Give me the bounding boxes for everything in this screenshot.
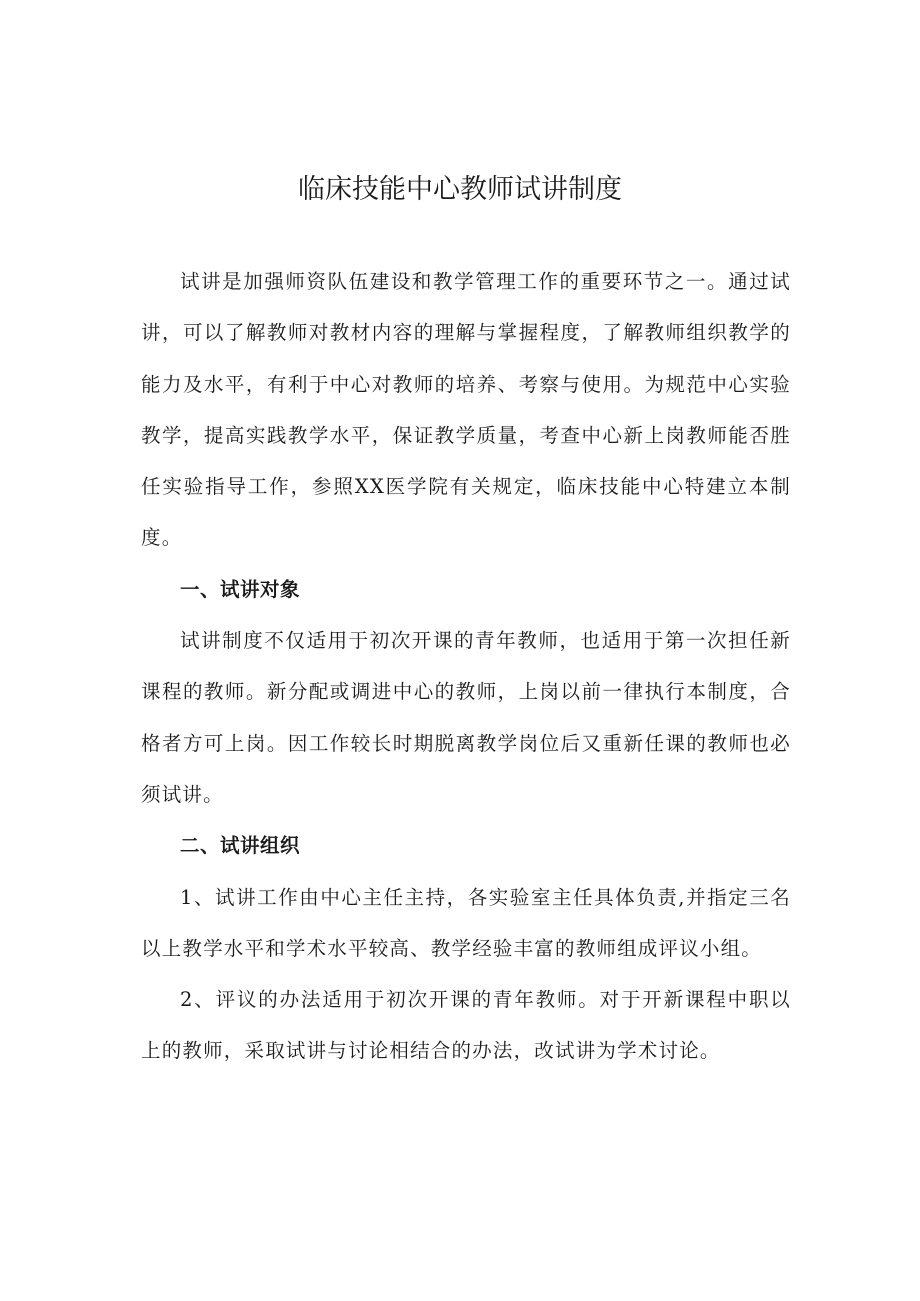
section-heading-subjects: 一、试讲对象 xyxy=(180,577,301,601)
section-heading-organization: 二、试讲组织 xyxy=(180,834,301,858)
section-organization-paragraph-1: 1、试讲工作由中心主任主持，各实验室主任具体负责,并指定三名以上教学水平和学术水平较高、教学经验丰富的教师组成评议小组。 xyxy=(141,885,791,960)
document-body xyxy=(141,256,791,1077)
section-organization-paragraph-2: 2、评议的办法适用于初次开课的青年教师。对于开新课程中职以上的教师，采取试讲与讨论相结合的办法，改试讲为学术讨论。 xyxy=(141,988,791,1063)
document-title: 临床技能中心教师试讲制度 xyxy=(298,174,622,205)
section-subjects-paragraph: 试讲制度不仅适用于初次开课的青年教师，也适用于第一次担任新课程的教师。新分配或调进中心的教师，上岗以前一律执行本制度，合格者方可上岗。因工作较长时期脱离教学岗位后又重新任课的教师也必须试讲。 xyxy=(141,629,791,806)
intro-paragraph: 试讲是加强师资队伍建设和教学管理工作的重要环节之一。通过试讲，可以了解教师对教材内容的理解与掌握程度，了解教师组织教学的能力及水平，有利于中心对教师的培养、考察与使用。为规范中心实验教学，提高实践教学水平，保证教学质量，考查中心新上岗教师能否胜任实验指导工作，参照XX医学院有关规定，临床技能中心特建立本制度。 xyxy=(141,270,791,550)
